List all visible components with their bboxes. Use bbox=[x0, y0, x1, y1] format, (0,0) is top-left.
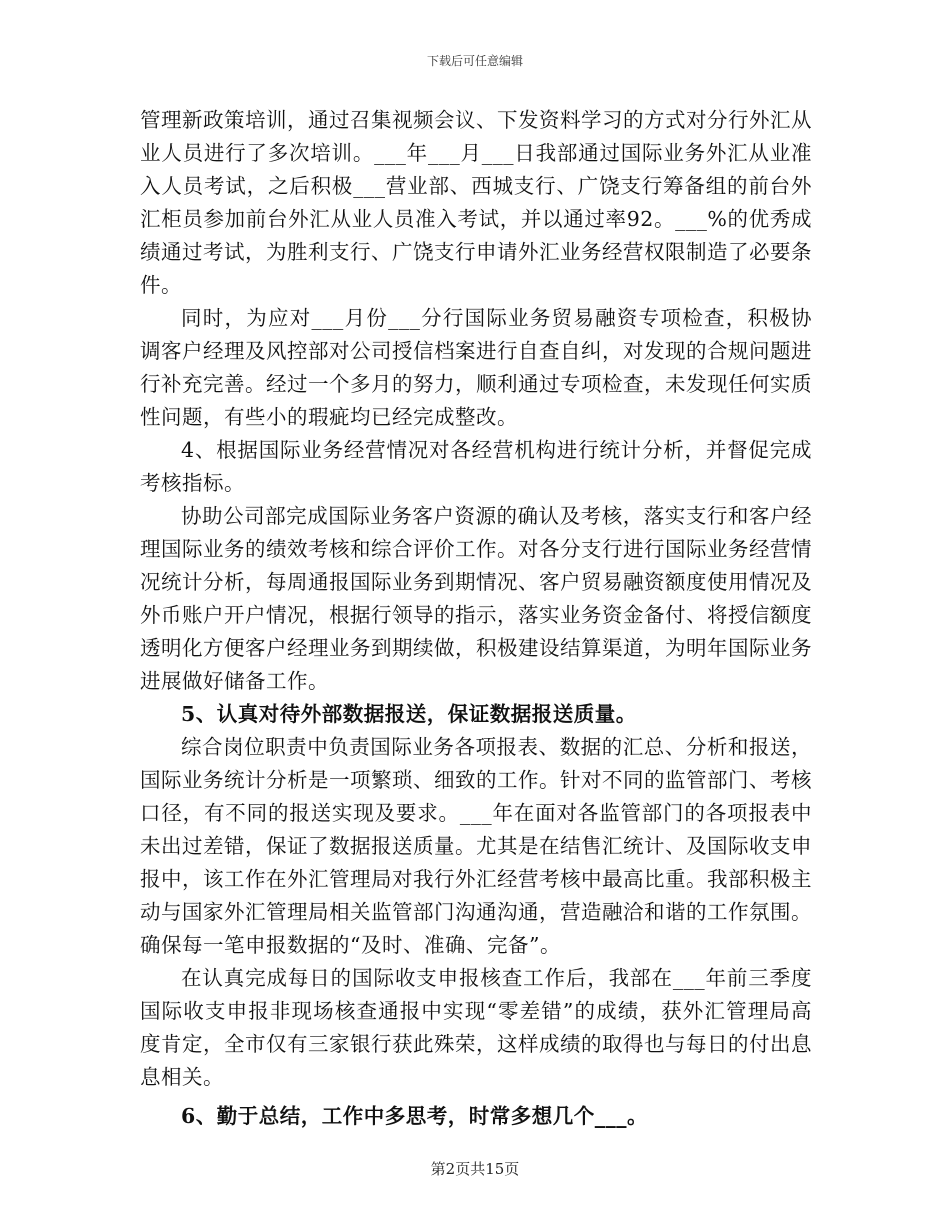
section-heading-6: 6、勤于总结，工作中多思考，时常多想几个___。 bbox=[181, 1104, 649, 1128]
page-number: 第2页共15页 bbox=[430, 1160, 520, 1178]
document-body bbox=[140, 104, 812, 1133]
paragraph-reporting: 综合岗位职责中负责国际业务各项报表、数据的汇总、分析和报送，国际业务统计分析是一项繁琐、细致的工作。针对不同的监管部门、考核口径，有不同的报送实现及要求。___年在面对各监管部门的各项报表中未出过差错，保证了数据报送质量。尤其是在结售汇统计、及国际收支申报中，该工作在外汇管理局对我行外汇经营考核中最高比重。我部积极主动与国家外汇管理局相关监管部门沟通沟通，营造融洽和谐的工作氛围。确保每一笔申报数据的“及时、准确、完备”。 bbox=[140, 735, 812, 957]
section-heading-4: 4、根据国际业务经营情况对各经营机构进行统计分析，并督促完成考核指标。 bbox=[140, 438, 812, 495]
section-heading-5: 5、认真对待外部数据报送，保证数据报送质量。 bbox=[181, 702, 637, 726]
paragraph-zero-error: 在认真完成每日的国际收支申报核查工作后，我部在___年前三季度国际收支申报非现场核查通报中实现“零差错”的成绩，获外汇管理局高度肯定，全市仅有三家银行获此殊荣，这样成绩的取得也与每日的付出息息相关。 bbox=[140, 966, 812, 1089]
paragraph-inspection: 同时，为应对___月份___分行国际业务贸易融资专项检查，积极协调客户经理及风控部对公司授信档案进行自查自纠，对发现的合规问题进行补充完善。经过一个多月的努力，顺利通过专项检查，未发现任何实质性问题，有些小的瑕疵均已经完成整改。 bbox=[140, 306, 812, 429]
page-header: 下载后可任意编辑 bbox=[426, 54, 523, 68]
paragraph-assessment: 协助公司部完成国际业务客户资源的确认及考核，落实支行和客户经理国际业务的绩效考核和综合评价工作。对各分支行进行国际业务经营情况统计分析，每周通报国际业务到期情况、客户贸易融资额度使用情况及外币账户开户情况，根据行领导的指示，落实业务资金备付、将授信额度透明化方便客户经理业务到期续做，积极建设结算渠道，为明年国际业务进展做好储备工作。 bbox=[140, 504, 812, 693]
paragraph-training: 管理新政策培训，通过召集视频会议、下发资料学习的方式对分行外汇从业人员进行了多次培训。___年___月___日我部通过国际业务外汇从业准入人员考试，之后积极___营业部、西城支行、广饶支行筹备组的前台外汇柜员参加前台外汇从业人员准入考试，并以通过率92。___%的优秀成绩通过考试，为胜利支行、广饶支行申请外汇业务经营权限制造了必要条件。 bbox=[140, 108, 812, 297]
